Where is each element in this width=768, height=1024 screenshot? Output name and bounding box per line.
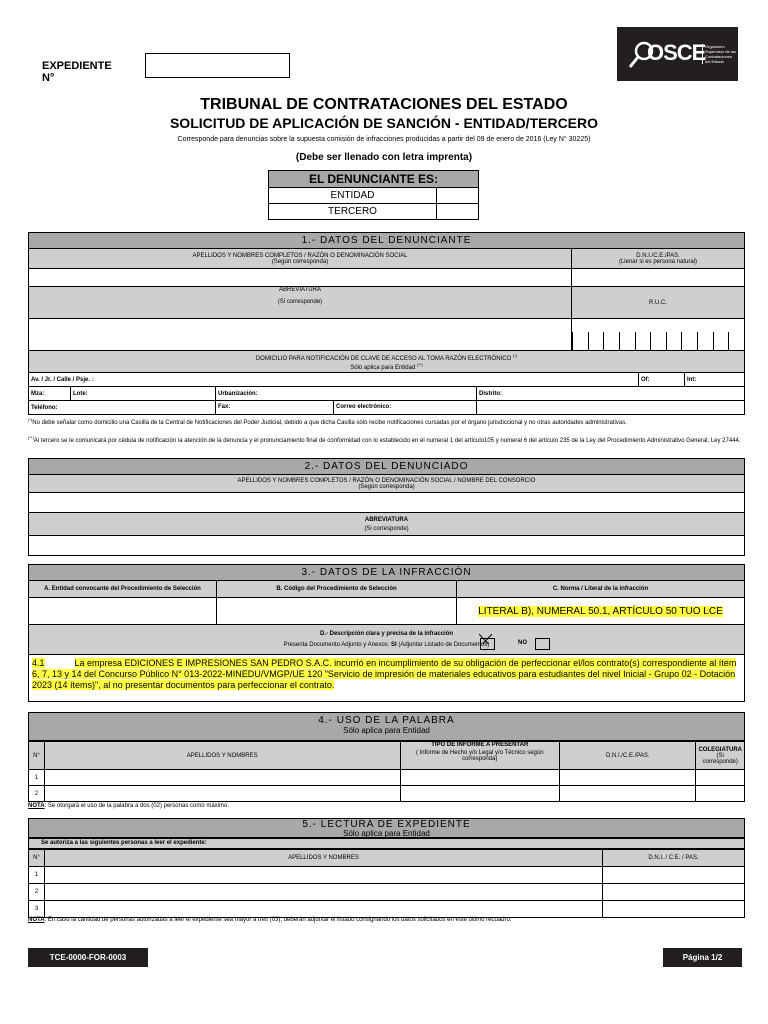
tercero-checkbox[interactable] [437,204,479,220]
note-2: (**)Al tercero se le comunicará por cédula de notificación la atención de la denuncia y el pronunciamiento final de conformidad con lo establecido en el numeral 1 del artículo105 y numeral 6 del artículo 235 de la Ley del Procedimiento Administrativo General, Ley 27444. [28,435,741,444]
tipo-input[interactable] [400,770,560,786]
dni-input[interactable] [603,901,745,918]
denunciante-name-header: APELLIDOS Y NOMBRES COMPLETOS / RAZÓN O DENOMINACIÓN SOCIAL (Según corresponda) [29,249,572,269]
section3-title: 3.- DATOS DE LA INFRACCIÓN [28,564,745,581]
section2-title: 2.- DATOS DEL DENUNCIADO [28,458,745,475]
col-a-input[interactable] [29,598,217,625]
denunciado-abrev-input[interactable] [29,536,745,556]
row-number: 3 [29,901,45,918]
telefono-field[interactable]: Teléfono: [29,401,216,415]
col-tipo-header: TIPO DE INFORME A PRESENTAR ( Informe de Hecho y/o Legal y/o Técnico según corresponda) [400,742,560,770]
name-input[interactable] [44,770,400,786]
page-subtitle: SOLICITUD DE APLICACIÓN DE SANCIÓN - ENTIDAD/TERCERO [169,115,599,131]
urb-field[interactable]: Urbanización: [216,387,477,401]
option-entidad: ENTIDAD [269,188,437,204]
correo-field[interactable]: Correo electrónico: [333,401,476,414]
si-checkbox[interactable] [480,638,495,650]
page-title: TRIBUNAL DE CONTRATACIONES DEL ESTADO [200,96,568,113]
form-code: TCE-0000-FOR-0003 [28,948,148,967]
uso-palabra-table [28,741,745,802]
correo-input[interactable] [477,401,745,415]
lote-field[interactable]: Lote: [71,387,216,401]
name-input[interactable] [45,901,603,918]
col-a-header: A. Entidad convocante del Procedimiento de Selección [29,581,217,598]
denunciante-type-table [268,170,479,220]
option-tercero: TERCERO [269,204,437,220]
col-c-value[interactable]: LITERAL B), NUMERAL 50.1, ARTÍCULO 50 TUO LCE [457,598,745,625]
desc-header: D.- Descripción clara y precisa de la infracción Presenta Documento Adjunto y Anexos: SI (Adjuntar Listado de Documentos) NO [29,625,745,655]
coleg-input[interactable] [696,770,745,786]
row-number: 2 [29,786,45,802]
name-input[interactable] [45,867,603,884]
denunciante-table [28,248,745,373]
desc-text[interactable]: 4.1 La empresa EDICIONES E IMPRESIONES SAN PEDRO S.A.C. incurrió en incumplimiento de su obligación de perfeccionar el/los contrato(s) correspondiente al ítem 6, 7, 13 y 14 del Concurso Público N° 013-2022-MINEDU/VMGP/UE 120 "Servicio de impresión de materiales educativos para estudiantes del nivel Inicial - Grupo 02 - Dotación 2023 (14 ítems)", al no presentar documentos para perfeccionar el contrato. [29,655,745,702]
logo-tagline: Organismo Supervisor de las Contrataciones del Estado [702,44,737,64]
col-b-input[interactable] [217,598,457,625]
int-field[interactable]: Int: [685,373,745,387]
denunciante-ruc-header: R.U.C. [572,287,745,319]
section4-title-block: 4.- USO DE LA PALABRA Sólo aplica para Entidad [28,712,745,741]
col-n-header: N° [29,742,45,770]
row-number: 2 [29,884,45,901]
section5-note: NOTA: En caso la cantidad de personas autorizadas a leer el expediente sea mayor a tres (03), deberán adjuntar el listado consignando los datos solicitados en este último recuadro. [28,917,512,923]
ruc-input[interactable] [572,319,745,351]
address-table-2 [28,386,745,415]
coleg-input[interactable] [696,786,745,802]
name-input[interactable] [44,786,400,802]
dni-input[interactable] [603,884,745,901]
col-dni-header: D.N.I./C.E./PAS. [560,742,696,770]
dni-input[interactable] [603,867,745,884]
mza-field[interactable]: Mza: [29,387,71,401]
fax-field[interactable]: Fax: [218,404,231,410]
no-checkbox[interactable] [535,638,550,650]
legal-note: Corresponde para denuncias sobre la supuesta comisión de infracciones producidas a partir del 09 de enero de 2016 (Ley N° 30225) [177,136,591,143]
col-b-header: B. Código del Procedimiento de Selección [217,581,457,598]
name-input[interactable] [45,884,603,901]
section4-note: NOTA: Se otorgará el uso de la palabra a dos (02) personas como máximo. [28,803,229,809]
col-name-header: APELLIDOS Y NOMBRES [44,742,400,770]
denunciante-abrev-header: ABREVIATURA (Si corresponde) [29,287,572,319]
col-dni-header: D.N.I. / C.E. / PAS. [603,850,745,867]
of-field[interactable]: Of: [639,373,685,387]
tipo-input[interactable] [400,786,560,802]
section1-title: 1.- DATOS DEL DENUNCIANTE [28,232,745,249]
note-1: (*)No debe señalar como domicilio una Casilla de la Central de Notificaciones del Poder Judicial, debido a que dicha Casilla sólo recibe notificaciones cursadas por el órgano jurisdiccional y no otras autoridades administrativas. [28,417,627,426]
col-c-header: C. Norma / Literal de la infracción [457,581,745,598]
denunciante-dni-header: D.N.I./C.E./PAS. (Llenar si es persona natural) [572,249,745,269]
address-table [28,372,745,387]
instruction: (Debe ser llenado con letra imprenta) [295,152,473,163]
x-mark-icon [479,634,492,644]
denunciado-name-header: APELLIDOS Y NOMBRES COMPLETOS / RAZÓN O DENOMINACIÓN SOCIAL / NOMBRE DEL CONSORCIO (Según corresponda) [29,475,745,493]
col-name-header: APELLIDOS Y NOMBRES [45,850,603,867]
no-label: NO [518,640,527,646]
row-number: 1 [29,770,45,786]
section5-title-block: 5.- LECTURA DE EXPEDIENTE Sólo aplica para Entidad [28,818,745,838]
denunciante-abrev-input[interactable] [29,319,572,351]
dni-input[interactable] [560,786,696,802]
expediente-input[interactable] [145,53,290,78]
denunciado-table [28,474,745,556]
row-number: 1 [29,867,45,884]
col-n-header: N° [29,850,45,867]
osce-logo [617,27,738,81]
denunciado-abrev-header: ABREVIATURA (Si corresponde) [29,513,745,536]
logo-text: OSCE [647,40,706,65]
entidad-checkbox[interactable] [437,188,479,204]
dni-input[interactable] [560,770,696,786]
section5-intro: Se autoriza a las siguientes personas a leer el expediente: [28,838,745,849]
infraccion-table [28,580,745,702]
denunciante-type-title: EL DENUNCIANTE ES: [269,171,479,188]
av-field[interactable]: Av. / Jr. / Calle / Psje. : [29,373,639,387]
denunciado-name-input[interactable] [29,493,745,513]
lectura-table [28,849,745,918]
expediente-label: EXPEDIENTE N° [42,60,112,84]
denunciante-name-input[interactable] [29,269,572,287]
page-number: Página 1/2 [663,948,742,967]
denunciante-dni-input[interactable] [572,269,745,287]
col-coleg-header: COLEGIATURA (Si corresponde) [696,742,745,770]
distrito-field[interactable]: Distrito: [477,387,745,401]
domicilio-header: DOMICILIO PARA NOTIFICACIÓN DE CLAVE DE ACCESO AL TOMA RAZÓN ELECTRÓNICO (*) Sólo aplica para Entidad (**) [29,351,745,373]
